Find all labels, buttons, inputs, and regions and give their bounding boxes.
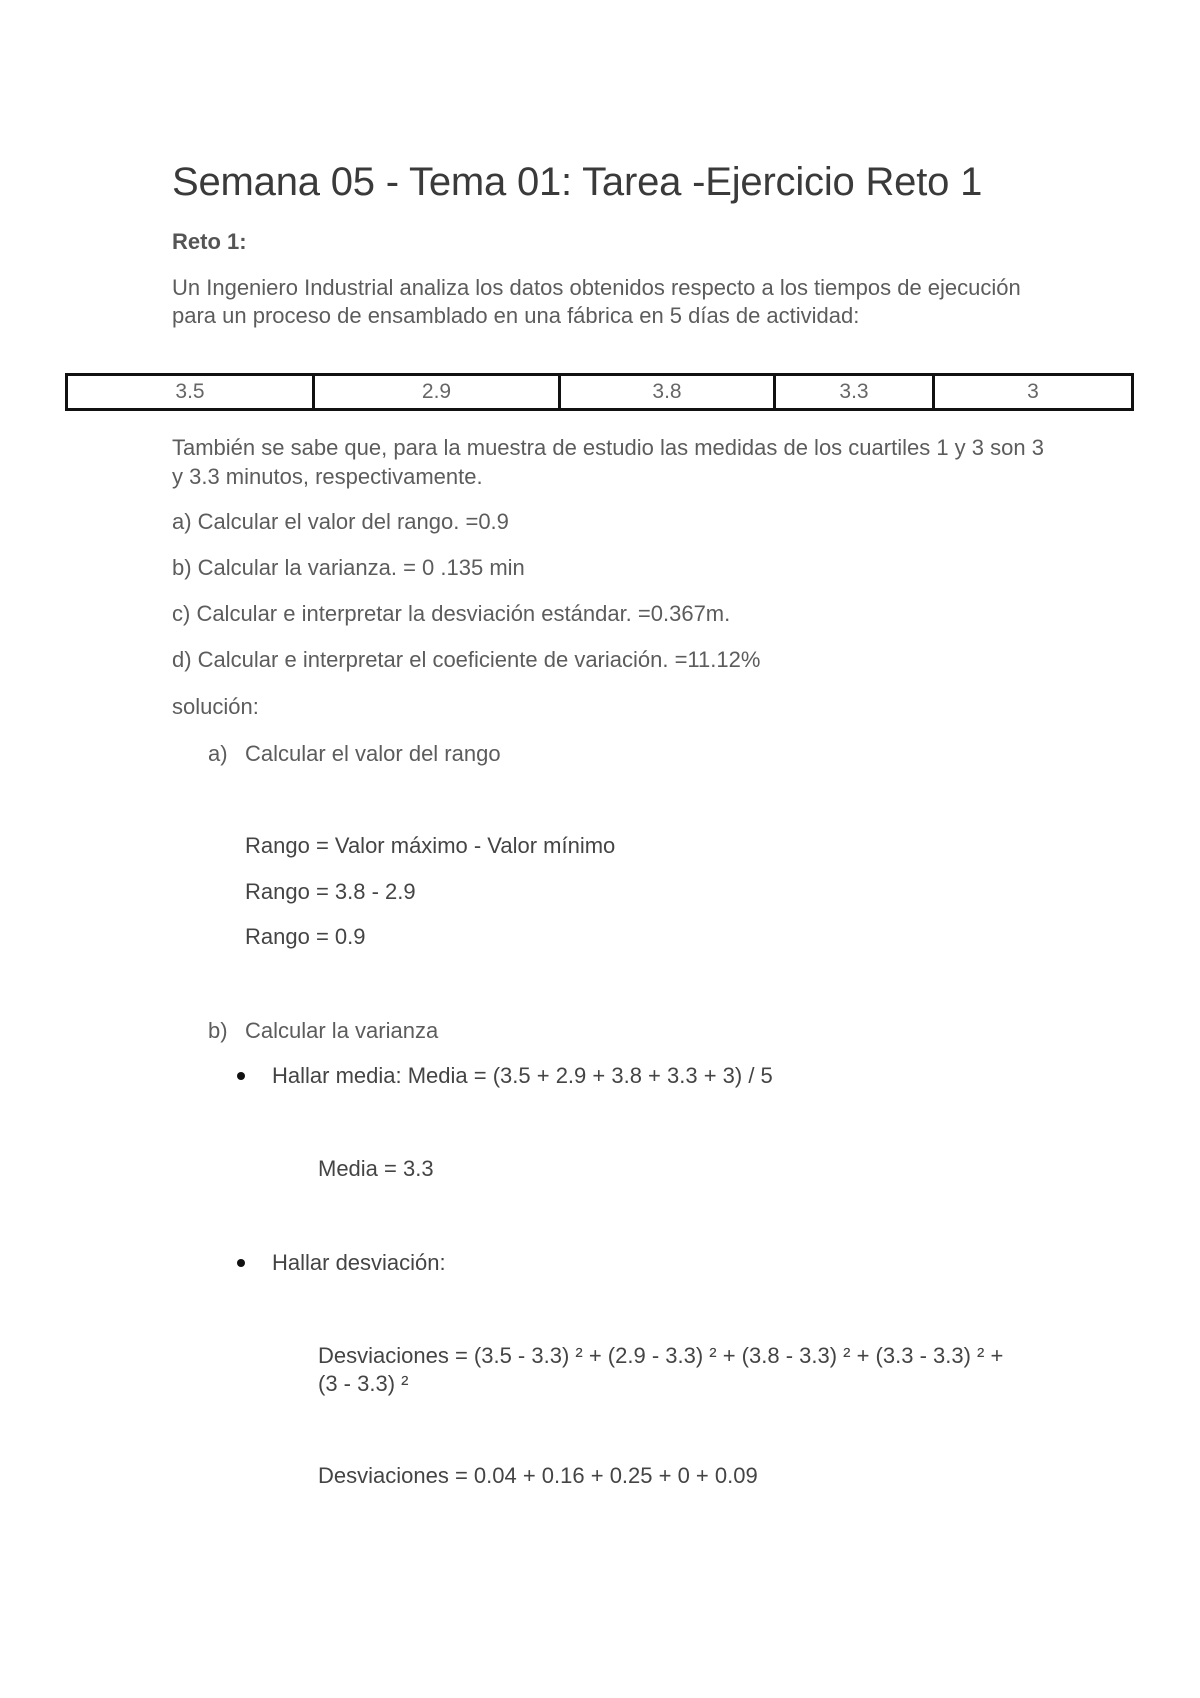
bullet-icon bbox=[237, 1259, 245, 1267]
media-bullet: Hallar media: Media = (3.5 + 2.9 + 3.8 + 3.3 + 3) / 5 bbox=[272, 1063, 773, 1088]
desviaciones-values: Desviaciones = 0.04 + 0.16 + 0.25 + 0 + 0.09 bbox=[318, 1463, 758, 1488]
table-cell: 3 bbox=[1027, 380, 1039, 403]
bullet-icon bbox=[237, 1072, 245, 1080]
question-b: b) Calcular la varianza. = 0 .135 min bbox=[172, 555, 525, 580]
table-cell: 2.9 bbox=[315, 376, 561, 408]
document-title: Semana 05 - Tema 01: Tarea -Ejercicio Reto 1 bbox=[172, 160, 983, 204]
solution-label: solución: bbox=[172, 694, 259, 719]
desviacion-bullet: Hallar desviación: bbox=[272, 1250, 446, 1275]
question-d: d) Calcular e interpretar el coeficiente de variación. =11.12% bbox=[172, 647, 761, 672]
part-a-marker: a) bbox=[208, 741, 228, 766]
section-heading: Reto 1: bbox=[172, 229, 247, 254]
table-cell: 3.3 bbox=[776, 376, 935, 408]
media-result: Media = 3.3 bbox=[318, 1156, 434, 1181]
desviaciones-formula: Desviaciones = (3.5 - 3.3) ² + (2.9 - 3.3) ² + (3.8 - 3.3) ² + (3.3 - 3.3) ² + (3 - 3.3) ² bbox=[318, 1343, 1004, 1396]
question-c: c) Calcular e interpretar la desviación estándar. =0.367m. bbox=[172, 601, 731, 626]
part-b-heading: Calcular la varianza bbox=[245, 1018, 439, 1043]
intro-paragraph: Un Ingeniero Industrial analiza los datos obtenidos respecto a los tiempos de ejecución para un proceso de ensamblado en una fábrica en 5 días de actividad: bbox=[172, 275, 1021, 328]
question-a: a) Calcular el valor del rango. =0.9 bbox=[172, 509, 509, 534]
rango-formula: Rango = Valor máximo - Valor mínimo bbox=[245, 833, 616, 858]
rango-substitution: Rango = 3.8 - 2.9 bbox=[245, 879, 416, 904]
table-cell: 3.8 bbox=[561, 376, 776, 408]
table-cell: 3.5 bbox=[68, 376, 315, 408]
rango-result: Rango = 0.9 bbox=[245, 924, 366, 949]
part-a-heading: Calcular el valor del rango bbox=[245, 741, 501, 766]
part-b-marker: b) bbox=[208, 1018, 228, 1043]
data-table bbox=[65, 373, 1134, 411]
quartiles-paragraph: También se sabe que, para la muestra de estudio las medidas de los cuartiles 1 y 3 son 3 y 3.3 minutos, respectivamente. bbox=[172, 435, 1044, 489]
